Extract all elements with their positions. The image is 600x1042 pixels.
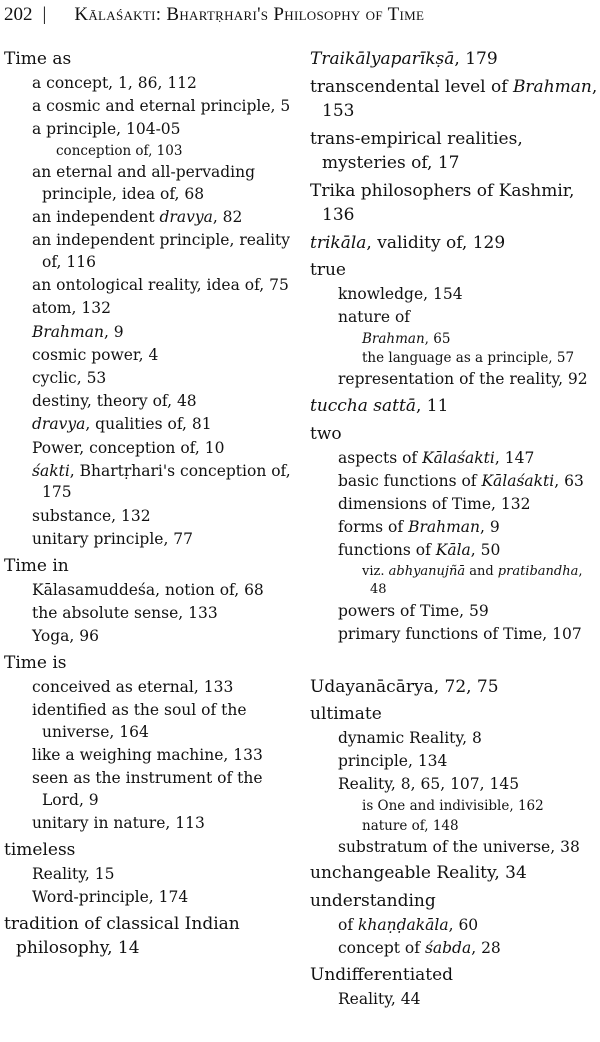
index-subentry: concept of śabda, 28	[338, 939, 501, 958]
index-entry: transcendental level of Brahman, 153	[310, 76, 598, 121]
index-subentry: Kālasamuddeśa, notion of, 68	[32, 580, 264, 599]
index-subentry: representation of the reality, 92	[338, 370, 588, 389]
index-entry: unchangeable Reality, 34	[310, 863, 527, 884]
index-entry: Time in	[4, 555, 69, 576]
index-subentry: Reality, 15	[32, 864, 115, 883]
index-subentry: conceived as eternal, 133	[32, 677, 234, 696]
index-subsubentry: nature of, 148	[362, 817, 459, 834]
index-subentry: a principle, 104-05	[32, 120, 181, 139]
index-subentry: Brahman, 9	[32, 322, 124, 341]
index-entry: trans-empirical realities, mysteries of, 17	[310, 128, 523, 173]
index-subentry: an independent principle, reality of, 116	[32, 231, 291, 271]
index-entry: trikāla, validity of, 129	[310, 232, 506, 253]
index-subsubentry: viz. abhyanujñā and pratibandha, 48	[362, 564, 583, 598]
index-entry: Undifferentiated	[310, 964, 454, 985]
index-subentry: an ontological reality, idea of, 75	[32, 276, 289, 295]
index-subentry: cosmic power, 4	[32, 345, 159, 364]
index-entry: true	[310, 260, 346, 280]
index-subentry: dimensions of Time, 132	[338, 495, 531, 514]
index-subentry: principle, 134	[338, 752, 448, 771]
index-subentry: identified as the soul of the universe, 164	[32, 700, 247, 741]
index-subsubentry: Brahman, 65	[362, 330, 451, 347]
index-subentry: Yoga, 96	[32, 626, 99, 645]
index-subentry: functions of Kāla, 50	[338, 541, 501, 560]
index-subentry: knowledge, 154	[338, 285, 463, 303]
index-subentry: cyclic, 53	[32, 368, 107, 387]
index-subentry: powers of Time, 59	[338, 601, 489, 620]
index-subentry: a cosmic and eternal principle, 5	[32, 97, 291, 116]
index-entry: tuccha sattā, 11	[310, 396, 449, 417]
index-entry: understanding	[310, 890, 436, 911]
index-column-right	[310, 44, 598, 1010]
index-subentry: Reality, 44	[338, 989, 421, 1008]
page-number: 202	[4, 4, 33, 25]
section-gap	[310, 646, 598, 672]
index-subentry: dynamic Reality, 8	[338, 729, 482, 748]
index-subentry: atom, 132	[32, 299, 111, 318]
index-subentry: an independent dravya, 82	[32, 208, 243, 227]
index-entry: Traikālyaparīkṣā, 179	[310, 49, 498, 69]
index-subentry: forms of Brahman, 9	[338, 518, 500, 537]
index-subentry: Word-principle, 174	[32, 887, 189, 906]
index-entry: Trika philosophers of Kashmir, 136	[310, 180, 575, 225]
index-subentry: primary functions of Time, 107	[338, 624, 582, 643]
index-subentry: aspects of Kālaśakti, 147	[338, 448, 535, 467]
index-subsubentry: the language as a principle, 57	[362, 350, 575, 367]
index-subentry: destiny, theory of, 48	[32, 392, 197, 411]
running-title: Kālaśakti: Bhartṛhari's Philosophy of Time	[74, 4, 425, 25]
index-entry: two	[310, 423, 342, 444]
index-entry: Time as	[4, 49, 72, 69]
index-subsubentry: conception of, 103	[56, 143, 183, 160]
index-subentry: of khaṇḍakāla, 60	[338, 915, 479, 934]
index-entry: timeless	[4, 839, 76, 860]
index-subentry: an eternal and all-pervading principle, idea of, 68	[32, 163, 255, 203]
index-subentry: basic functions of Kālaśakti, 63	[338, 471, 584, 490]
index-subentry: Reality, 8, 65, 107, 145	[338, 775, 520, 794]
index-subentry: substance, 132	[32, 506, 151, 525]
index-subentry: the absolute sense, 133	[32, 603, 218, 622]
index-subentry: Power, conception of, 10	[32, 438, 225, 457]
running-header	[0, 4, 600, 36]
index-subentry: dravya, qualities of, 81	[32, 415, 212, 434]
index-subentry: like a weighing machine, 133	[32, 745, 263, 764]
index-column-left	[4, 44, 294, 961]
index-entry: Udayanācārya, 72, 75	[310, 676, 499, 697]
index-entry: Time is	[4, 652, 67, 673]
index-entry: ultimate	[310, 704, 382, 725]
header-separator: |	[42, 4, 47, 25]
index-subentry: śakti, Bhartṛhari's conception of, 175	[32, 461, 291, 502]
index-subentry: unitary principle, 77	[32, 529, 194, 548]
index-subentry: substratum of the universe, 38	[338, 837, 580, 856]
index-entry: tradition of classical Indian philosophy, 14	[4, 913, 240, 958]
index-subentry: seen as the instrument of the Lord, 9	[32, 768, 263, 809]
index-subentry: unitary in nature, 113	[32, 813, 205, 832]
index-subsubentry: is One and indivisible, 162	[362, 798, 544, 815]
index-subentry: a concept, 1, 86, 112	[32, 74, 197, 92]
index-subentry: nature of	[338, 308, 411, 327]
